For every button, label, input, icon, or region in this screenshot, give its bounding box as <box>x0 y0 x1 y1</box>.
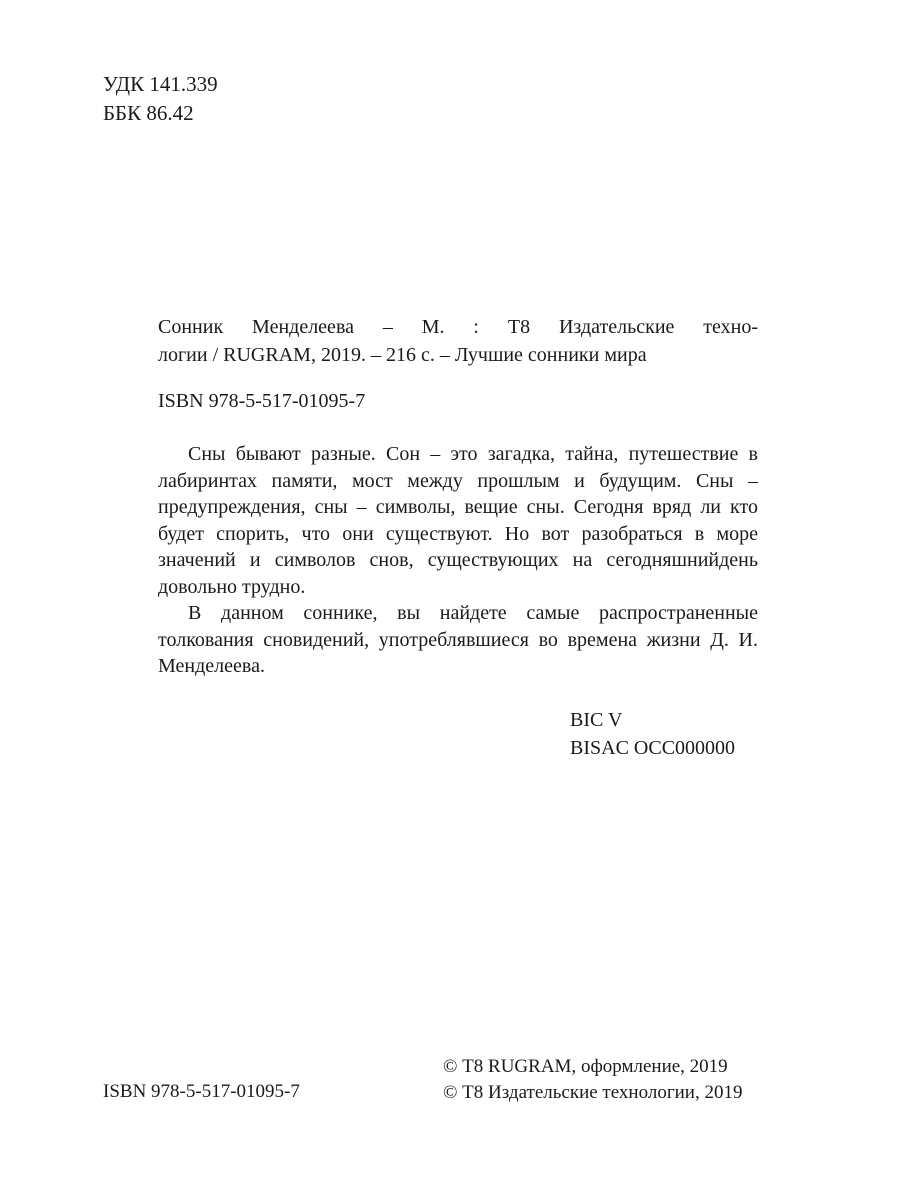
copyright-line-2: © Т8 Издательские технологии, 2019 <box>443 1082 743 1103</box>
isbn-bottom: ISBN 978-5-517-01095-7 <box>103 1081 300 1102</box>
bbk-code: ББК 86.42 <box>103 101 194 125</box>
bibliographic-line-1: Сонник Менделеева – М. : Т8 Издательские техно- <box>158 316 758 338</box>
bibliographic-record <box>158 313 758 369</box>
subject-codes <box>570 706 735 762</box>
bic-code: BIC V <box>570 709 623 731</box>
classification-block <box>103 70 218 128</box>
annotation <box>158 441 758 680</box>
copyright-block <box>443 1054 742 1106</box>
annotation-paragraph-1: Сны бывают разные. Сон – это загадка, тайна, путешествие в лабиринтах памяти, мост между прошлым и будущим. Сны – предупреждения, сны – символы, вещие сны. Сегодня вряд ли кто будет спорить, что они существуют. Но вот разобраться в море значений и символов снов, существующих на сегодняшнийдень довольно трудно. <box>158 443 758 598</box>
udk-code: УДК 141.339 <box>103 72 218 96</box>
bibliographic-line-2: логии / RUGRAM, 2019. – 216 с. – Лучшие сонники мира <box>158 344 647 366</box>
copyright-line-1: © Т8 RUGRAM, оформление, 2019 <box>443 1056 728 1077</box>
bisac-code: BISAC OCC000000 <box>570 737 736 759</box>
isbn-main: ISBN 978-5-517-01095-7 <box>158 390 366 412</box>
annotation-paragraph-2: В данном соннике, вы найдете самые распространенные толкования сновидений, употреблявшиеся во времена жизни Д. И. Менделеева. <box>158 602 758 677</box>
